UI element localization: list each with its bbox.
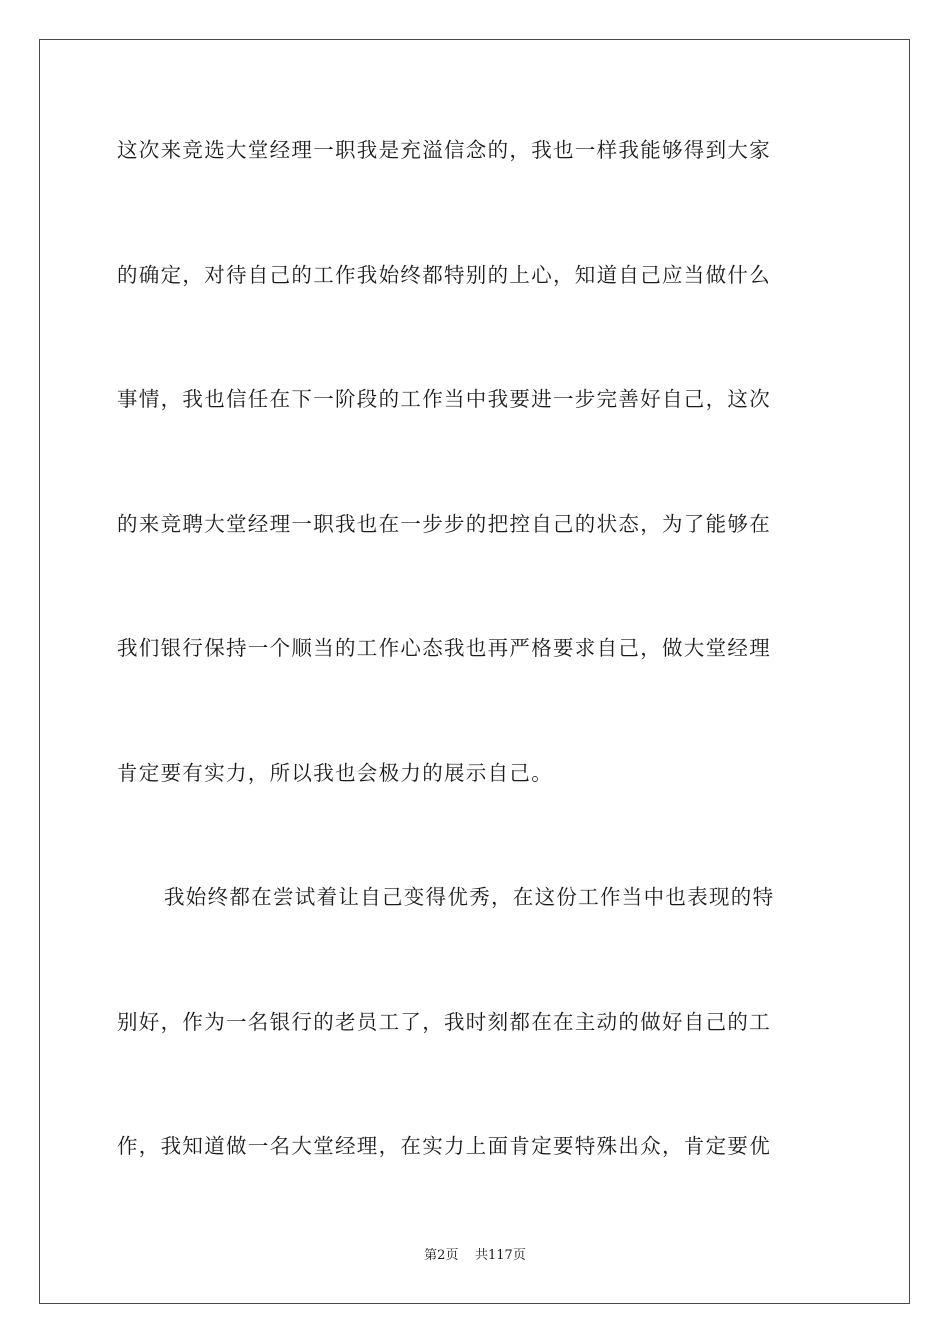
paragraph-line: 的确定，对待自己的工作我始终都特别的上心，知道自己应当做什么 [117, 263, 771, 287]
page-number: 2 [437, 1248, 446, 1263]
paragraph-line: 事情，我也信任在下一阶段的工作当中我要进一步完善好自己，这次 [117, 387, 771, 411]
total-pages: 117 [488, 1248, 513, 1263]
total-suffix: 页 [512, 1248, 526, 1263]
paragraph-line: 这次来竞选大堂经理一职我是充溢信念的，我也一样我能够得到大家 [117, 138, 771, 162]
page-suffix: 页 [445, 1248, 459, 1263]
page-footer [0, 1244, 950, 1263]
paragraph-line: 肯定要有实力，所以我也会极力的展示自己。 [117, 761, 553, 785]
page-label: 第 [424, 1248, 438, 1263]
total-label: 共 [474, 1248, 488, 1263]
paragraph-line: 别好，作为一名银行的老员工了，我时刻都在在主动的做好自己的工 [117, 1010, 771, 1034]
paragraph-line: 作，我知道做一名大堂经理，在实力上面肯定要特殊出众，肯定要优 [117, 1134, 771, 1158]
paragraph-line: 的来竞聘大堂经理一职我也在一步步的把控自己的状态，为了能够在 [117, 512, 771, 536]
page-frame [39, 39, 910, 1304]
paragraph-line: 我始终都在尝试着让自己变得优秀，在这份工作当中也表现的特 [164, 885, 775, 909]
paragraph-line: 我们银行保持一个顺当的工作心态我也再严格要求自己，做大堂经理 [117, 636, 771, 660]
